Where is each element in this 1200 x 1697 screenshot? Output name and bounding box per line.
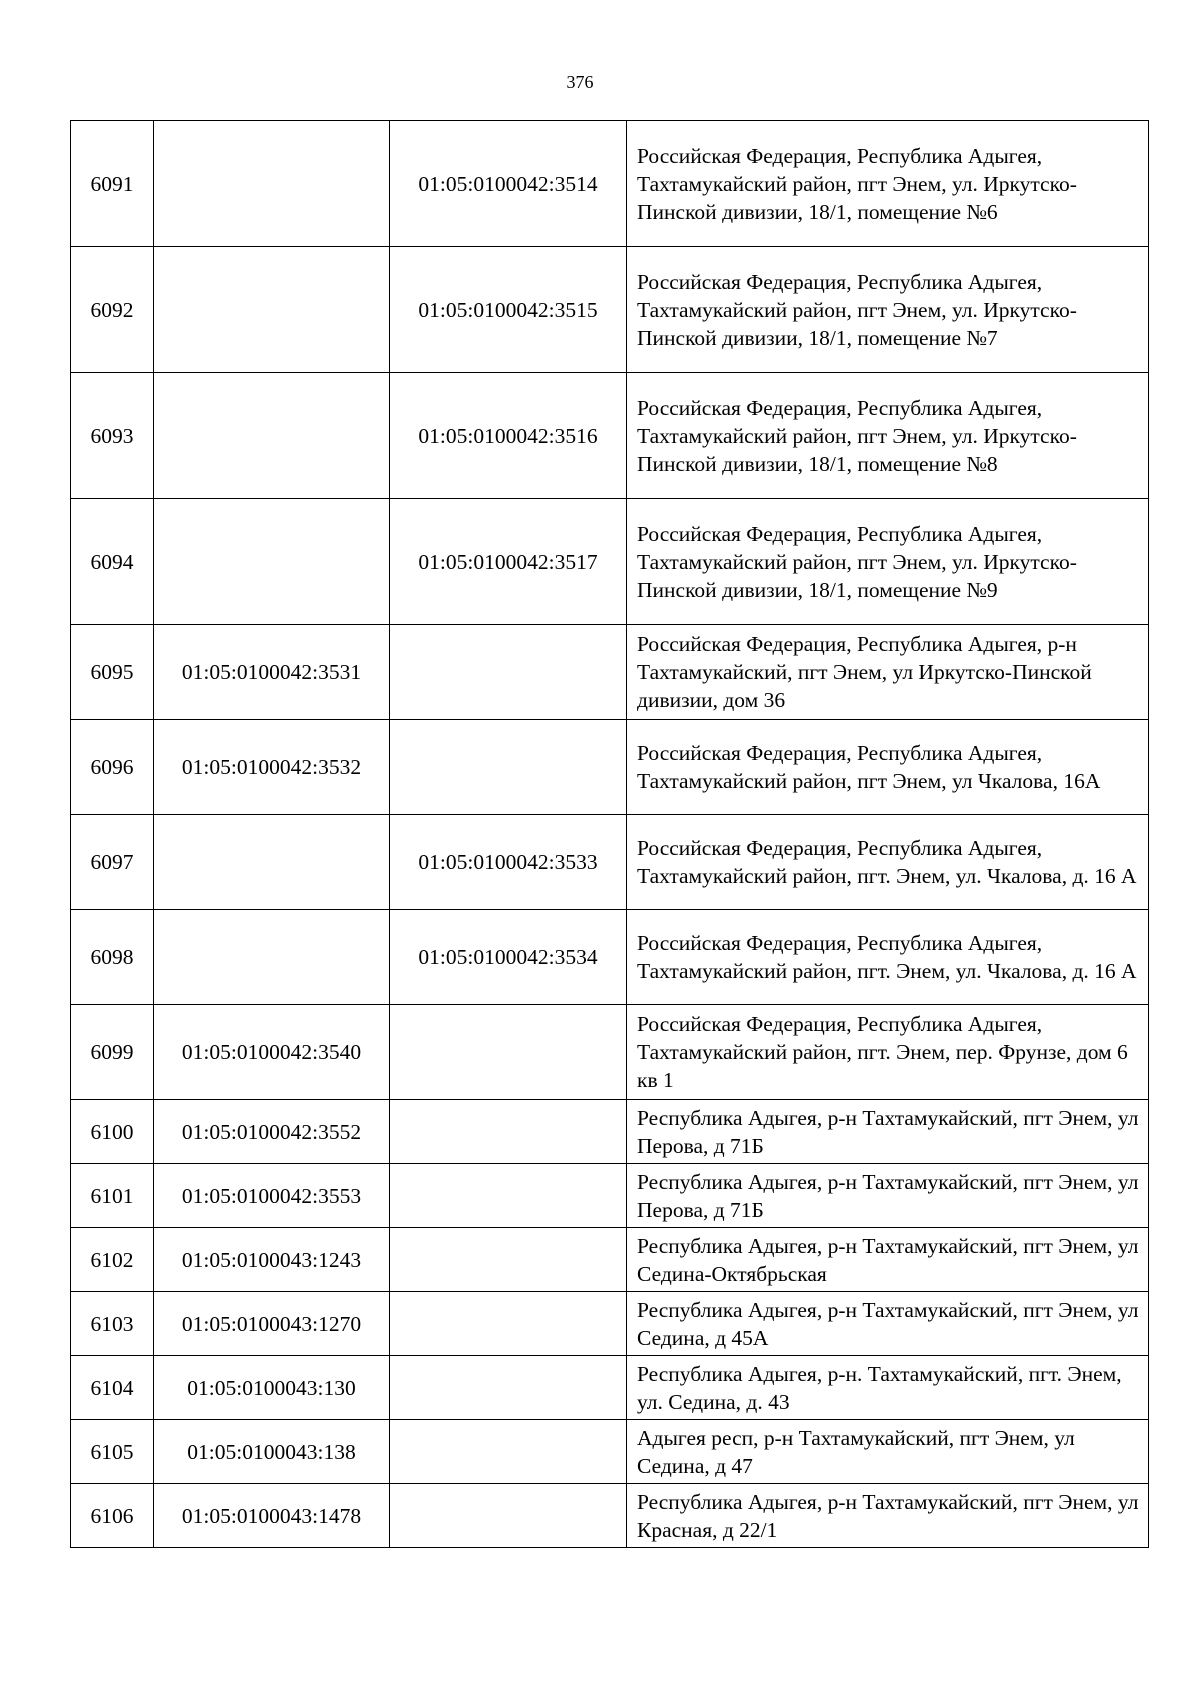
address: Российская Федерация, Республика Адыгея, Тахтамукайский район, пгт Энем, ул Чкалова, 16А <box>627 720 1149 815</box>
address: Российская Федерация, Республика Адыгея, Тахтамукайский район, пгт. Энем, пер. Фрунзе, дом 6 кв 1 <box>627 1005 1149 1100</box>
address: Республика Адыгея, р-н Тахтамукайский, пгт Энем, ул Красная, д 22/1 <box>627 1484 1149 1548</box>
row-number: 6101 <box>71 1164 154 1228</box>
row-number: 6098 <box>71 910 154 1005</box>
cadastral-number-land <box>154 121 390 247</box>
cadastral-number-object <box>390 1292 627 1356</box>
row-number: 6102 <box>71 1228 154 1292</box>
table-row <box>71 1100 1149 1164</box>
cadastral-number-land <box>154 373 390 499</box>
table-row <box>71 373 1149 499</box>
address: Российская Федерация, Республика Адыгея, Тахтамукайский район, пгт Энем, ул. Иркутско-Пинской дивизии, 18/1, помещение №6 <box>627 121 1149 247</box>
cadastral-number-land: 01:05:0100043:138 <box>154 1420 390 1484</box>
page-number: 376 <box>566 72 594 92</box>
cadastral-number-object <box>390 1228 627 1292</box>
table-row <box>71 1292 1149 1356</box>
cadastral-number-object <box>390 1356 627 1420</box>
address: Российская Федерация, Республика Адыгея, Тахтамукайский район, пгт. Энем, ул. Чкалова, д. 16 А <box>627 910 1149 1005</box>
row-number: 6093 <box>71 373 154 499</box>
cadastral-number-land: 01:05:0100042:3531 <box>154 625 390 720</box>
cadastral-number-object: 01:05:0100042:3515 <box>390 247 627 373</box>
cadastral-number-object: 01:05:0100042:3516 <box>390 373 627 499</box>
table-row <box>71 1228 1149 1292</box>
table-row <box>71 499 1149 625</box>
cadastral-number-land: 01:05:0100042:3540 <box>154 1005 390 1100</box>
cadastral-number-land: 01:05:0100043:1478 <box>154 1484 390 1548</box>
row-number: 6095 <box>71 625 154 720</box>
address: Республика Адыгея, р-н Тахтамукайский, пгт Энем, ул Перова, д 71Б <box>627 1100 1149 1164</box>
table-row <box>71 121 1149 247</box>
table-row <box>71 1420 1149 1484</box>
cadastral-number-object: 01:05:0100042:3517 <box>390 499 627 625</box>
cadastral-number-land: 01:05:0100042:3552 <box>154 1100 390 1164</box>
row-number: 6097 <box>71 815 154 910</box>
row-number: 6105 <box>71 1420 154 1484</box>
table-row <box>71 1164 1149 1228</box>
address: Российская Федерация, Республика Адыгея, р-н Тахтамукайский, пгт Энем, ул Иркутско-Пинской дивизии, дом 36 <box>627 625 1149 720</box>
row-number: 6106 <box>71 1484 154 1548</box>
row-number: 6104 <box>71 1356 154 1420</box>
table-row <box>71 1005 1149 1100</box>
cadastral-number-land <box>154 247 390 373</box>
address: Адыгея респ, р-н Тахтамукайский, пгт Энем, ул Седина, д 47 <box>627 1420 1149 1484</box>
cadastral-number-object: 01:05:0100042:3533 <box>390 815 627 910</box>
address: Республика Адыгея, р-н Тахтамукайский, пгт Энем, ул Перова, д 71Б <box>627 1164 1149 1228</box>
cadastral-number-object <box>390 1100 627 1164</box>
table-row <box>71 1484 1149 1548</box>
cadastral-number-object <box>390 1484 627 1548</box>
cadastral-number-land: 01:05:0100043:1270 <box>154 1292 390 1356</box>
address: Республика Адыгея, р-н Тахтамукайский, пгт Энем, ул Седина-Октябрьская <box>627 1228 1149 1292</box>
row-number: 6100 <box>71 1100 154 1164</box>
row-number: 6091 <box>71 121 154 247</box>
address: Российская Федерация, Республика Адыгея, Тахтамукайский район, пгт Энем, ул. Иркутско-Пинской дивизии, 18/1, помещение №7 <box>627 247 1149 373</box>
cadastral-number-land <box>154 815 390 910</box>
cadastral-number-land: 01:05:0100043:1243 <box>154 1228 390 1292</box>
row-number: 6103 <box>71 1292 154 1356</box>
address: Российская Федерация, Республика Адыгея, Тахтамукайский район, пгт Энем, ул. Иркутско-Пинской дивизии, 18/1, помещение №9 <box>627 499 1149 625</box>
cadastral-number-land: 01:05:0100042:3532 <box>154 720 390 815</box>
cadastral-number-object <box>390 1005 627 1100</box>
table-row <box>71 625 1149 720</box>
table-row <box>71 815 1149 910</box>
address: Российская Федерация, Республика Адыгея, Тахтамукайский район, пгт. Энем, ул. Чкалова, д. 16 А <box>627 815 1149 910</box>
row-number: 6094 <box>71 499 154 625</box>
row-number: 6099 <box>71 1005 154 1100</box>
row-number: 6096 <box>71 720 154 815</box>
cadastral-number-land: 01:05:0100042:3553 <box>154 1164 390 1228</box>
cadastral-number-object: 01:05:0100042:3534 <box>390 910 627 1005</box>
table-row <box>71 247 1149 373</box>
cadastral-number-land <box>154 910 390 1005</box>
address: Республика Адыгея, р-н. Тахтамукайский, пгт. Энем, ул. Седина, д. 43 <box>627 1356 1149 1420</box>
cadastral-number-object <box>390 1420 627 1484</box>
table-row <box>71 720 1149 815</box>
cadastral-number-object: 01:05:0100042:3514 <box>390 121 627 247</box>
row-number: 6092 <box>71 247 154 373</box>
cadastral-number-object <box>390 720 627 815</box>
cadastral-number-object <box>390 1164 627 1228</box>
cadastral-number-land: 01:05:0100043:130 <box>154 1356 390 1420</box>
table-row <box>71 1356 1149 1420</box>
cadastral-number-land <box>154 499 390 625</box>
table-row <box>71 910 1149 1005</box>
address: Российская Федерация, Республика Адыгея, Тахтамукайский район, пгт Энем, ул. Иркутско-Пинской дивизии, 18/1, помещение №8 <box>627 373 1149 499</box>
registry-table <box>70 120 1149 1548</box>
cadastral-number-object <box>390 625 627 720</box>
address: Республика Адыгея, р-н Тахтамукайский, пгт Энем, ул Седина, д 45А <box>627 1292 1149 1356</box>
